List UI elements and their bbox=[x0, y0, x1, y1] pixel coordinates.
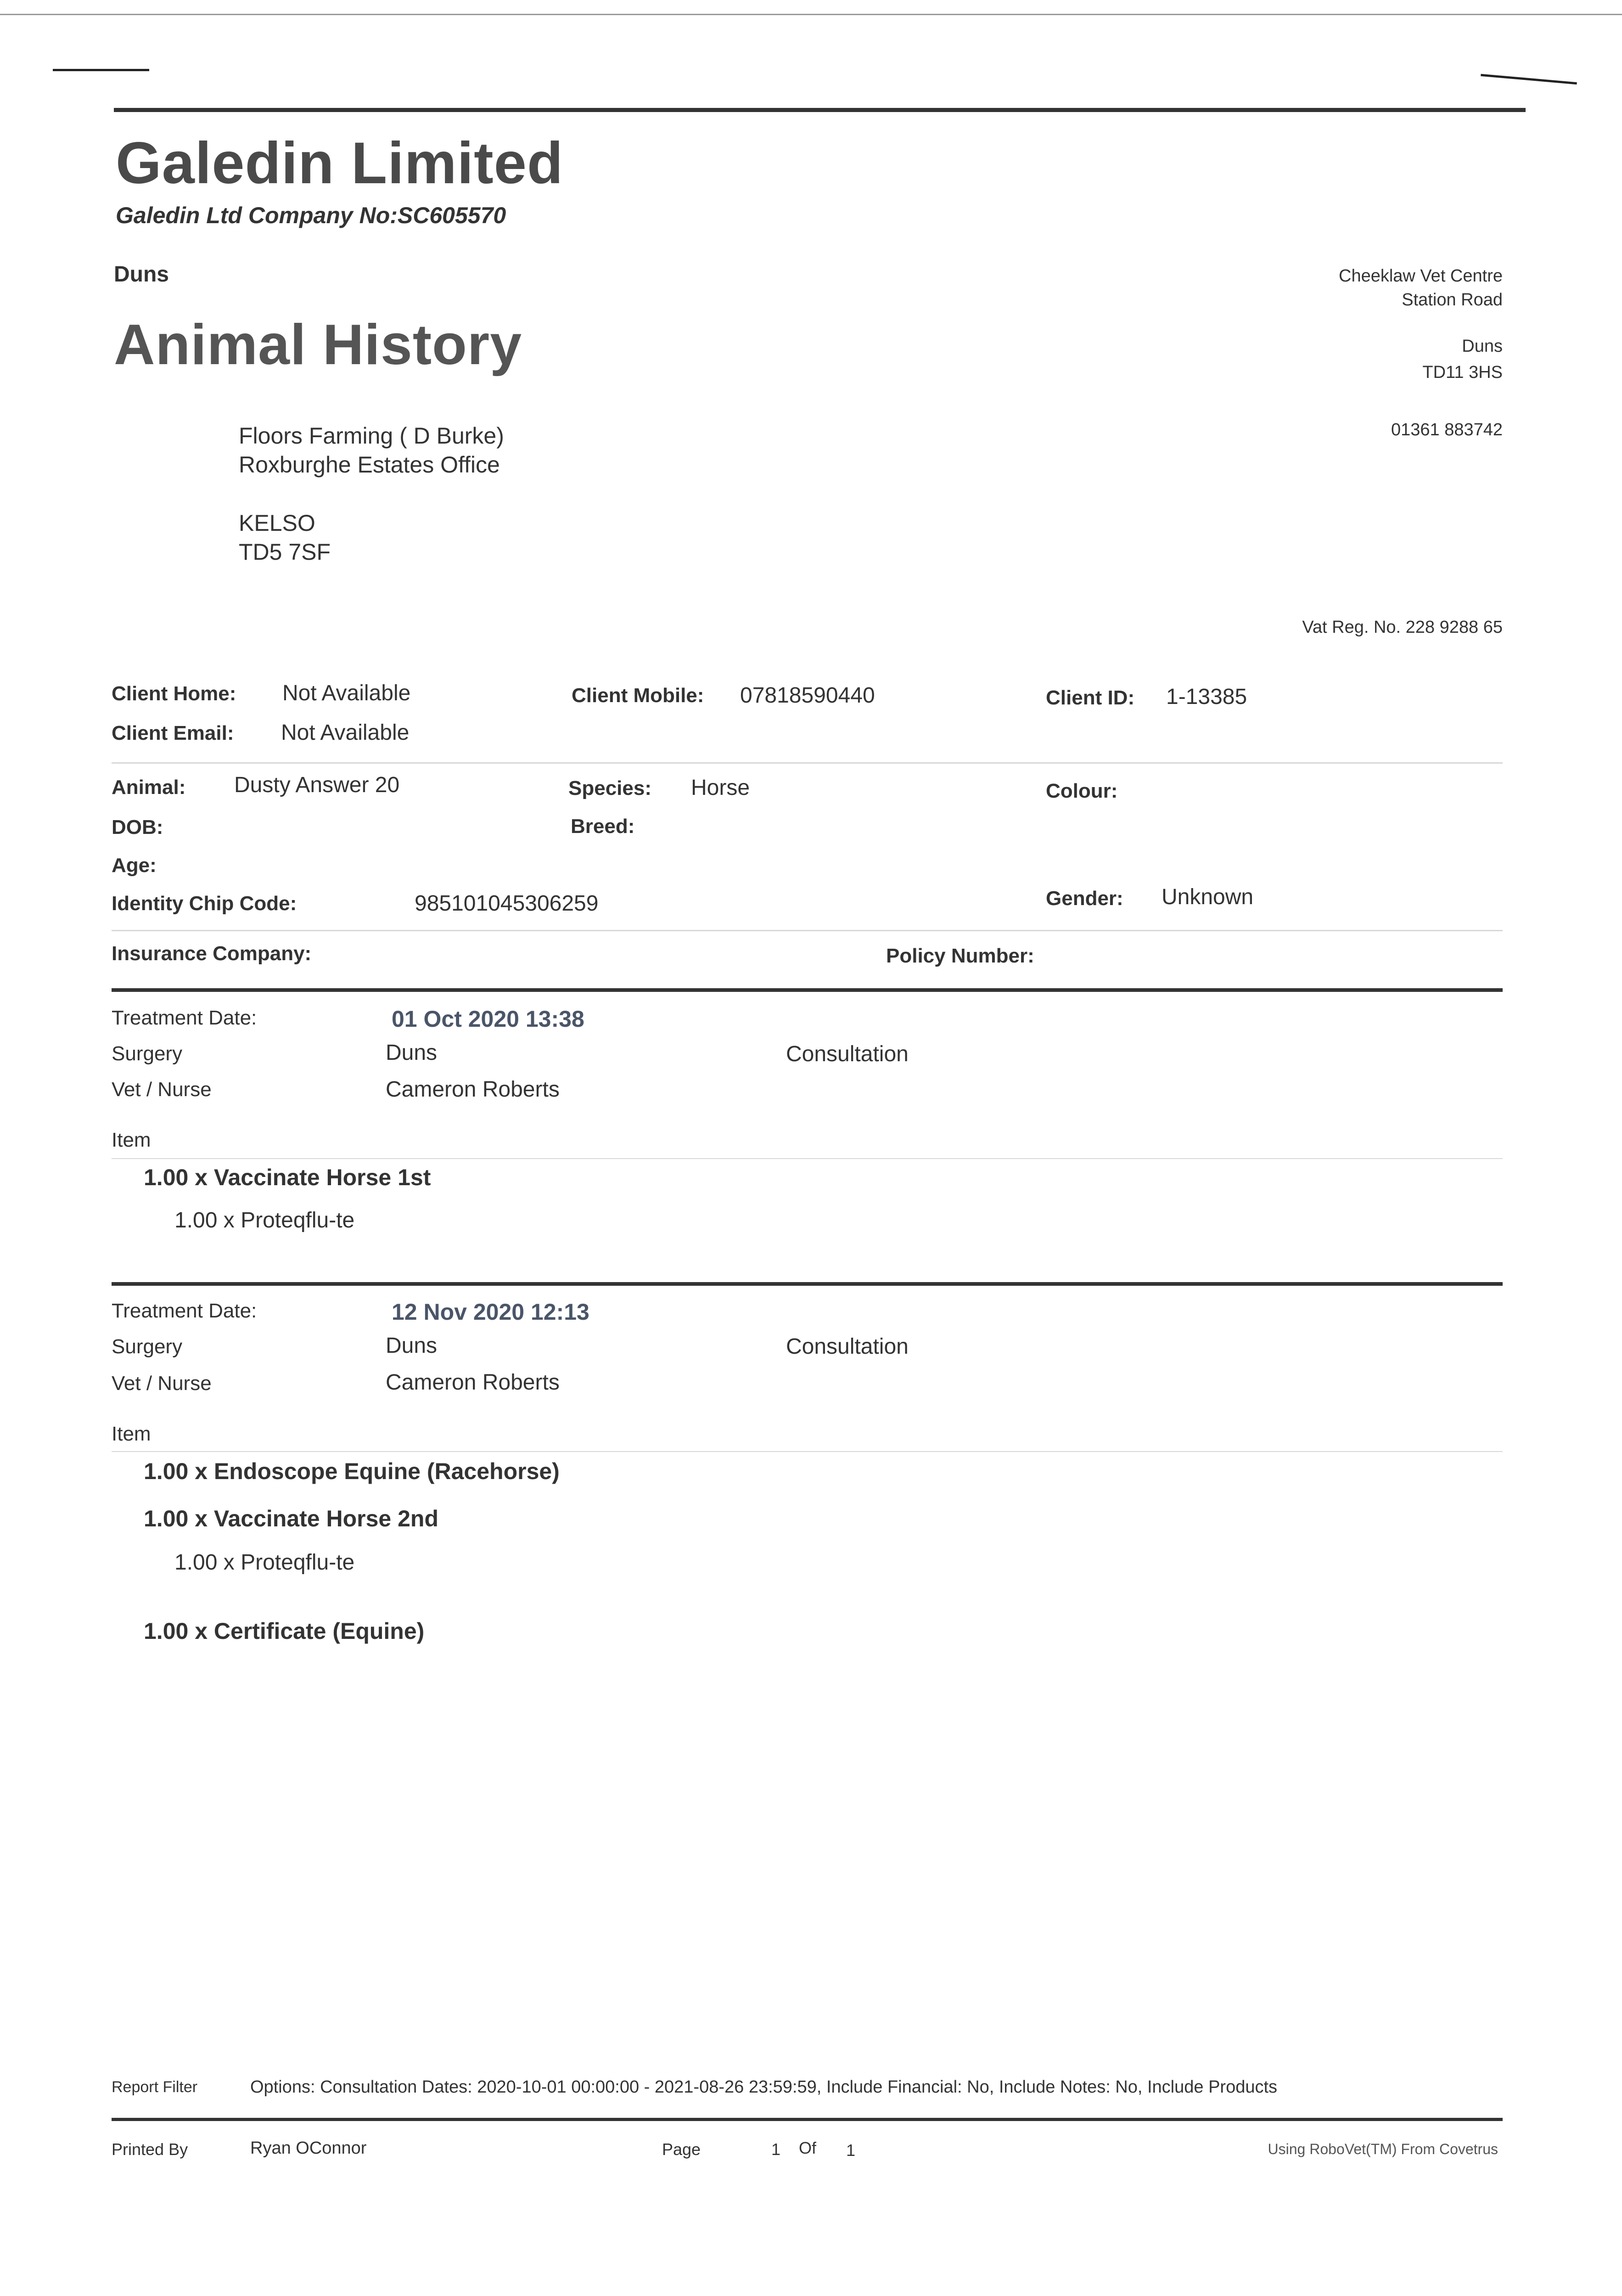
client-email-label: Client Email: bbox=[112, 722, 234, 744]
treatment-2-vet-label: Vet / Nurse bbox=[112, 1372, 212, 1395]
page-title: Animal History bbox=[114, 313, 522, 377]
treatment-2-vet: Cameron Roberts bbox=[386, 1370, 560, 1395]
treatment-1-vet: Cameron Roberts bbox=[386, 1077, 560, 1102]
breed-label: Breed: bbox=[571, 815, 635, 838]
header-rule bbox=[114, 108, 1526, 112]
chip-label: Identity Chip Code: bbox=[112, 892, 297, 915]
client-mobile-label: Client Mobile: bbox=[572, 684, 704, 707]
age-label: Age: bbox=[112, 854, 157, 877]
company-name: Galedin Limited bbox=[116, 130, 564, 196]
treatment-1-rule bbox=[112, 988, 1503, 992]
treatment-2-type: Consultation bbox=[786, 1334, 909, 1359]
client-home-value: Not Available bbox=[282, 681, 411, 705]
practice-street: Station Road bbox=[1402, 290, 1503, 310]
treatment-2-date: 12 Nov 2020 12:13 bbox=[392, 1299, 589, 1325]
client-address-line2: Roxburghe Estates Office bbox=[239, 452, 500, 478]
scan-mark-left bbox=[53, 69, 149, 71]
printed-by-value: Ryan OConnor bbox=[250, 2138, 367, 2158]
client-address-line1: Floors Farming ( D Burke) bbox=[239, 423, 504, 449]
dob-label: DOB: bbox=[112, 816, 163, 838]
species-label: Species: bbox=[568, 777, 651, 799]
client-address-postcode: TD5 7SF bbox=[239, 539, 331, 565]
animal-label: Animal: bbox=[112, 776, 186, 799]
treatment-1-surgery-label: Surgery bbox=[112, 1042, 183, 1065]
treatment-2-item-1: 1.00 x Endoscope Equine (Racehorse) bbox=[144, 1458, 560, 1484]
page-total: 1 bbox=[846, 2141, 856, 2160]
treatment-1-date: 01 Oct 2020 13:38 bbox=[392, 1006, 584, 1032]
client-mobile-value: 07818590440 bbox=[740, 683, 875, 708]
company-number: Galedin Ltd Company No:SC605570 bbox=[116, 203, 506, 228]
divider bbox=[112, 762, 1503, 764]
treatment-2-date-label: Treatment Date: bbox=[112, 1300, 257, 1322]
animal-value: Dusty Answer 20 bbox=[234, 773, 400, 797]
divider bbox=[112, 1158, 1503, 1159]
treatment-1-vet-label: Vet / Nurse bbox=[112, 1078, 212, 1101]
client-email-value: Not Available bbox=[281, 720, 410, 745]
treatment-2-surgery-label: Surgery bbox=[112, 1335, 183, 1358]
treatment-1-item-label: Item bbox=[112, 1129, 151, 1151]
page-label: Page bbox=[662, 2140, 701, 2159]
location-label: Duns bbox=[114, 262, 169, 287]
practice-name: Cheeklaw Vet Centre bbox=[1339, 266, 1503, 286]
vat-number: Vat Reg. No. 228 9288 65 bbox=[1302, 618, 1503, 637]
client-id-label: Client ID: bbox=[1046, 687, 1135, 709]
report-filter-label: Report Filter bbox=[112, 2078, 198, 2096]
insurance-label: Insurance Company: bbox=[112, 942, 312, 965]
client-address-town: KELSO bbox=[239, 510, 315, 536]
species-value: Horse bbox=[691, 776, 750, 800]
treatment-1-surgery: Duns bbox=[386, 1041, 438, 1065]
printed-by-label: Printed By bbox=[112, 2140, 188, 2159]
treatment-2-item-label: Item bbox=[112, 1423, 151, 1445]
page-number: 1 bbox=[771, 2140, 781, 2159]
scan-mark-right bbox=[1481, 74, 1577, 84]
gender-value: Unknown bbox=[1162, 885, 1254, 909]
divider bbox=[112, 930, 1503, 931]
scan-top-edge bbox=[0, 14, 1622, 15]
treatment-1-date-label: Treatment Date: bbox=[112, 1007, 257, 1029]
treatment-1-item-1: 1.00 x Vaccinate Horse 1st bbox=[144, 1165, 431, 1190]
divider bbox=[112, 1451, 1503, 1452]
software-credit: Using RoboVet(TM) From Covetrus bbox=[1268, 2141, 1498, 2157]
treatment-2-item-4: 1.00 x Certificate (Equine) bbox=[144, 1618, 425, 1644]
gender-label: Gender: bbox=[1046, 887, 1123, 910]
policy-label: Policy Number: bbox=[886, 945, 1034, 967]
practice-postcode: TD11 3HS bbox=[1422, 363, 1503, 382]
treatment-2-surgery: Duns bbox=[386, 1334, 438, 1358]
treatment-2-rule bbox=[112, 1282, 1503, 1286]
treatment-1-type: Consultation bbox=[786, 1042, 909, 1066]
chip-value: 985101045306259 bbox=[415, 891, 599, 916]
footer-rule bbox=[112, 2118, 1503, 2121]
treatment-2-item-2: 1.00 x Vaccinate Horse 2nd bbox=[144, 1506, 439, 1531]
colour-label: Colour: bbox=[1046, 780, 1118, 802]
practice-town: Duns bbox=[1462, 337, 1503, 356]
client-home-label: Client Home: bbox=[112, 682, 236, 705]
treatment-1-item-2: 1.00 x Proteqflu-te bbox=[174, 1208, 355, 1232]
practice-phone: 01361 883742 bbox=[1391, 420, 1503, 439]
treatment-2-item-3: 1.00 x Proteqflu-te bbox=[174, 1550, 355, 1575]
page-of-label: Of bbox=[799, 2138, 817, 2157]
client-id-value: 1-13385 bbox=[1166, 685, 1247, 709]
report-filter-text: Options: Consultation Dates: 2020-10-01 00:00:00 - 2021-08-26 23:59:59, Include Financial: No, Include Notes: No, Include Products bbox=[250, 2077, 1278, 2097]
